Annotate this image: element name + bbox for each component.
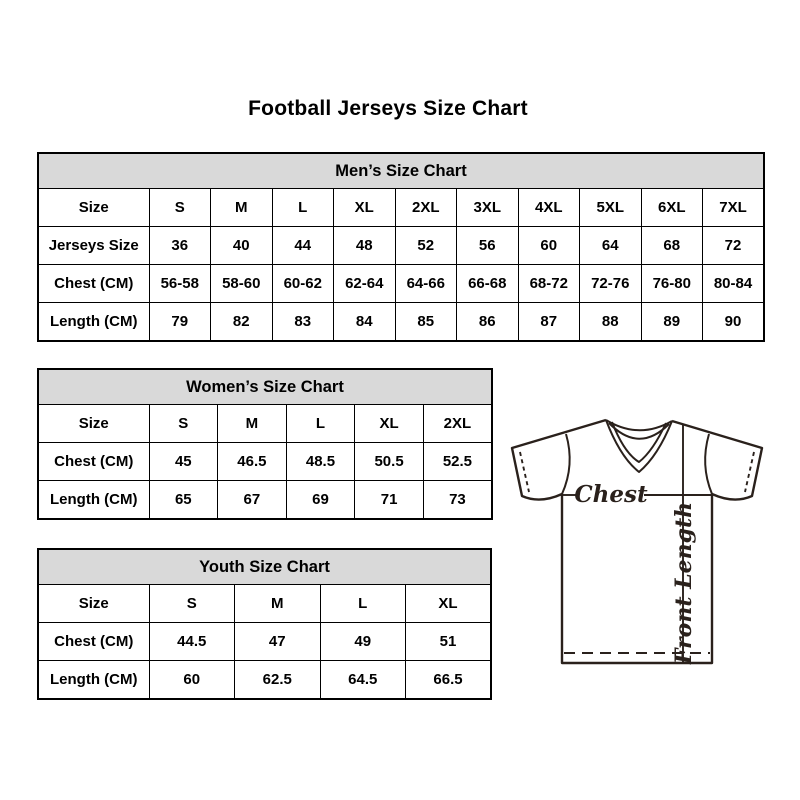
value-cell: 3XL: [457, 189, 519, 227]
value-cell: 62.5: [235, 661, 321, 700]
value-cell: 87: [518, 303, 580, 342]
value-cell: 83: [272, 303, 334, 342]
table-row: [38, 585, 491, 623]
row-label-cell: Size: [38, 585, 149, 623]
value-cell: 44.5: [149, 623, 235, 661]
value-cell: 6XL: [641, 189, 703, 227]
value-cell: 79: [149, 303, 211, 342]
value-cell: 90: [703, 303, 765, 342]
left-armhole-seam: [562, 434, 570, 494]
collar-v-outer: [606, 420, 672, 472]
value-cell: XL: [406, 585, 492, 623]
value-cell: 69: [286, 481, 355, 520]
value-cell: L: [286, 405, 355, 443]
value-cell: 89: [641, 303, 703, 342]
value-cell: 64: [580, 227, 642, 265]
value-cell: 72: [703, 227, 765, 265]
value-cell: 2XL: [423, 405, 492, 443]
front-length-measure-label: Front Length: [671, 501, 697, 665]
value-cell: 2XL: [395, 189, 457, 227]
table-row: [38, 661, 491, 700]
value-cell: 46.5: [218, 443, 287, 481]
value-cell: 60: [518, 227, 580, 265]
right-cuff-stitch-dashed-line: [745, 452, 754, 492]
value-cell: 56-58: [149, 265, 211, 303]
row-label-cell: Length (CM): [38, 481, 149, 520]
value-cell: S: [149, 405, 218, 443]
row-label-cell: Jerseys Size: [38, 227, 149, 265]
value-cell: 66-68: [457, 265, 519, 303]
value-cell: S: [149, 585, 235, 623]
value-cell: 88: [580, 303, 642, 342]
mens-size-table: [37, 152, 765, 342]
value-cell: 49: [320, 623, 406, 661]
table-row: [38, 405, 492, 443]
jersey-outline: [512, 420, 762, 663]
value-cell: 80-84: [703, 265, 765, 303]
value-cell: XL: [334, 189, 396, 227]
value-cell: 52: [395, 227, 457, 265]
value-cell: 84: [334, 303, 396, 342]
womens-table-title: Women’s Size Chart: [38, 369, 492, 405]
value-cell: 68: [641, 227, 703, 265]
value-cell: 51: [406, 623, 492, 661]
value-cell: 60: [149, 661, 235, 700]
value-cell: 44: [272, 227, 334, 265]
youth-table-title: Youth Size Chart: [38, 549, 491, 585]
value-cell: S: [149, 189, 211, 227]
value-cell: 4XL: [518, 189, 580, 227]
value-cell: 67: [218, 481, 287, 520]
row-label-cell: Chest (CM): [38, 265, 149, 303]
value-cell: 60-62: [272, 265, 334, 303]
row-label-cell: Chest (CM): [38, 443, 149, 481]
value-cell: 48.5: [286, 443, 355, 481]
value-cell: 66.5: [406, 661, 492, 700]
value-cell: L: [272, 189, 334, 227]
value-cell: 48: [334, 227, 396, 265]
table-row: [38, 227, 764, 265]
row-label-cell: Size: [38, 189, 149, 227]
value-cell: 50.5: [355, 443, 424, 481]
value-cell: 73: [423, 481, 492, 520]
table-header-row: [38, 369, 492, 405]
table-row: [38, 189, 764, 227]
value-cell: 72-76: [580, 265, 642, 303]
value-cell: 45: [149, 443, 218, 481]
value-cell: 7XL: [703, 189, 765, 227]
value-cell: 58-60: [211, 265, 273, 303]
value-cell: 82: [211, 303, 273, 342]
row-label-cell: Chest (CM): [38, 623, 149, 661]
value-cell: 40: [211, 227, 273, 265]
table-header-row: [38, 549, 491, 585]
row-label-cell: Length (CM): [38, 661, 149, 700]
value-cell: L: [320, 585, 406, 623]
value-cell: 52.5: [423, 443, 492, 481]
value-cell: 68-72: [518, 265, 580, 303]
left-cuff-stitch-dashed-line: [520, 452, 529, 492]
value-cell: 47: [235, 623, 321, 661]
table-row: [38, 303, 764, 342]
value-cell: 64.5: [320, 661, 406, 700]
value-cell: M: [211, 189, 273, 227]
table-row: [38, 481, 492, 520]
table-header-row: [38, 153, 764, 189]
table-row: [38, 265, 764, 303]
womens-size-table: [37, 368, 493, 520]
value-cell: 5XL: [580, 189, 642, 227]
jersey-measurement-diagram: [500, 405, 775, 670]
value-cell: M: [218, 405, 287, 443]
value-cell: 64-66: [395, 265, 457, 303]
mens-table-title: Men’s Size Chart: [38, 153, 764, 189]
value-cell: 85: [395, 303, 457, 342]
row-label-cell: Length (CM): [38, 303, 149, 342]
table-row: [38, 443, 492, 481]
value-cell: M: [235, 585, 321, 623]
value-cell: 56: [457, 227, 519, 265]
chest-measure-label: Chest: [574, 481, 648, 508]
value-cell: 76-80: [641, 265, 703, 303]
value-cell: 86: [457, 303, 519, 342]
page-title: Football Jerseys Size Chart: [248, 97, 528, 120]
value-cell: 62-64: [334, 265, 396, 303]
table-row: [38, 623, 491, 661]
value-cell: 36: [149, 227, 211, 265]
value-cell: 65: [149, 481, 218, 520]
right-armhole-seam: [705, 434, 712, 494]
youth-size-table: [37, 548, 492, 700]
row-label-cell: Size: [38, 405, 149, 443]
value-cell: 71: [355, 481, 424, 520]
value-cell: XL: [355, 405, 424, 443]
